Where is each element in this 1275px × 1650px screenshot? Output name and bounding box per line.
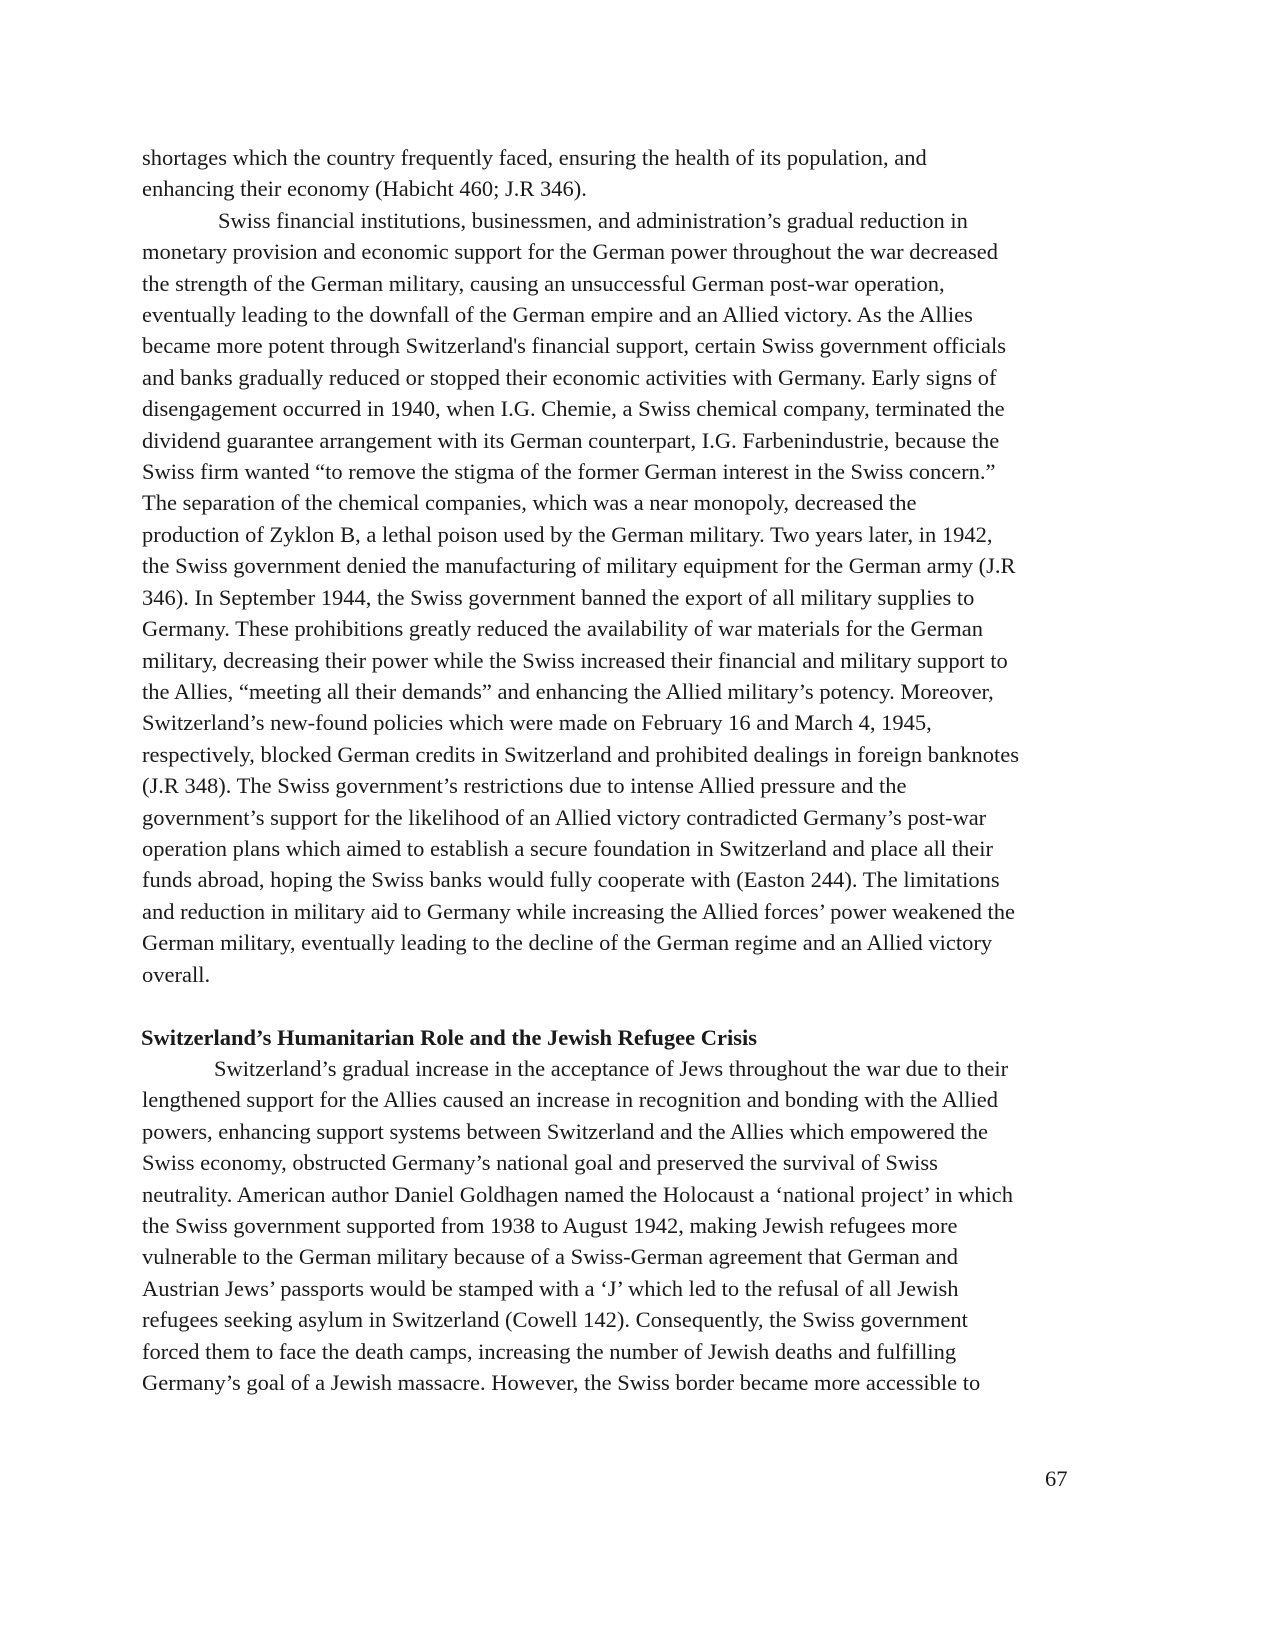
text-line: and banks gradually reduced or stopped their economic activities with Germany. Early signs of xyxy=(142,364,997,390)
text-line: Switzerland’s new-found policies which were made on February 16 and March 4, 1945, xyxy=(142,710,932,736)
text-line: became more potent through Switzerland's financial support, certain Swiss government officials xyxy=(142,333,1007,359)
text-line: powers, enhancing support systems between Switzerland and the Allies which empowered the xyxy=(142,1118,989,1144)
text-line: disengagement occurred in 1940, when I.G. Chemie, a Swiss chemical company, terminated the xyxy=(142,396,1005,422)
text-line: vulnerable to the German military because of a Swiss-German agreement that German and xyxy=(142,1244,958,1270)
text-line: the Swiss government supported from 1938 to August 1942, making Jewish refugees more xyxy=(142,1213,958,1239)
text-line: shortages which the country frequently faced, ensuring the health of its population, and xyxy=(142,145,927,170)
text-line: Swiss economy, obstructed Germany’s national goal and preserved the survival of Swiss xyxy=(142,1150,938,1176)
text-line: Germany. These prohibitions greatly reduced the availability of war materials for the German xyxy=(142,616,983,642)
text-line: the Swiss government denied the manufacturing of military equipment for the German army (J.R xyxy=(142,553,1016,579)
text-line: Swiss financial institutions, businessmen, and administration’s gradual reduction in xyxy=(218,207,968,233)
text-line: military, decreasing their power while the Swiss increased their financial and military support to xyxy=(142,647,1008,673)
text-line: dividend guarantee arrangement with its German counterpart, I.G. Farbenindustrie, because the xyxy=(142,427,1000,453)
text-line: monetary provision and economic support for the German power throughout the war decreased xyxy=(142,239,998,265)
text-line: government’s support for the likelihood of an Allied victory contradicted Germany’s post-war xyxy=(142,804,987,830)
text-line: neutrality. American author Daniel Goldhagen named the Holocaust a ‘national project’ in which xyxy=(142,1181,1013,1207)
text-line: overall. xyxy=(142,961,211,987)
text-line: Germany’s goal of a Jewish massacre. However, the Swiss border became more accessible to xyxy=(142,1370,981,1396)
body-text-section xyxy=(142,1053,1082,1398)
text-line: respectively, blocked German credits in Switzerland and prohibited dealings in foreign banknotes xyxy=(142,741,1020,767)
text-line: eventually leading to the downfall of the German empire and an Allied victory. As the Allies xyxy=(142,302,973,328)
text-line: operation plans which aimed to establish a secure foundation in Switzerland and place all their xyxy=(142,835,993,861)
text-line: forced them to face the death camps, increasing the number of Jewish deaths and fulfilling xyxy=(142,1338,957,1364)
page-number: 67 xyxy=(1045,1466,1068,1491)
text-line: Austrian Jews’ passports would be stamped with a ‘J’ which led to the refusal of all Jewish xyxy=(142,1275,959,1301)
text-line: production of Zyklon B, a lethal poison used by the German military. Two years later, in 1942, xyxy=(142,521,993,547)
text-line: German military, eventually leading to the decline of the German regime and an Allied victory xyxy=(142,930,993,956)
section-heading: Switzerland’s Humanitarian Role and the Jewish Refugee Crisis xyxy=(141,1025,758,1050)
body-text-top xyxy=(142,142,1082,990)
text-line: Swiss firm wanted “to remove the stigma of the former German interest in the Swiss concern.” xyxy=(142,459,996,485)
text-line: the Allies, “meeting all their demands” and enhancing the Allied military’s potency. Moreover, xyxy=(142,678,994,704)
text-line: the strength of the German military, causing an unsuccessful German post-war operation, xyxy=(142,270,945,296)
text-line: funds abroad, hoping the Swiss banks would fully cooperate with (Easton 244). The limitations xyxy=(142,867,1000,893)
text-line: The separation of the chemical companies, which was a near monopoly, decreased the xyxy=(142,490,917,516)
text-line: Switzerland’s gradual increase in the acceptance of Jews throughout the war due to their xyxy=(214,1056,1009,1081)
text-line: enhancing their economy (Habicht 460; J.R 346). xyxy=(142,176,587,202)
text-line: and reduction in military aid to Germany while increasing the Allied forces’ power weakened the xyxy=(142,898,1016,924)
text-line: refugees seeking asylum in Switzerland (Cowell 142). Consequently, the Swiss government xyxy=(142,1307,968,1333)
text-line: lengthened support for the Allies caused an increase in recognition and bonding with the Allied xyxy=(142,1087,999,1113)
text-line: 346). In September 1944, the Swiss government banned the export of all military supplies to xyxy=(142,584,975,610)
text-line: (J.R 348). The Swiss government’s restrictions due to intense Allied pressure and the xyxy=(142,773,907,799)
